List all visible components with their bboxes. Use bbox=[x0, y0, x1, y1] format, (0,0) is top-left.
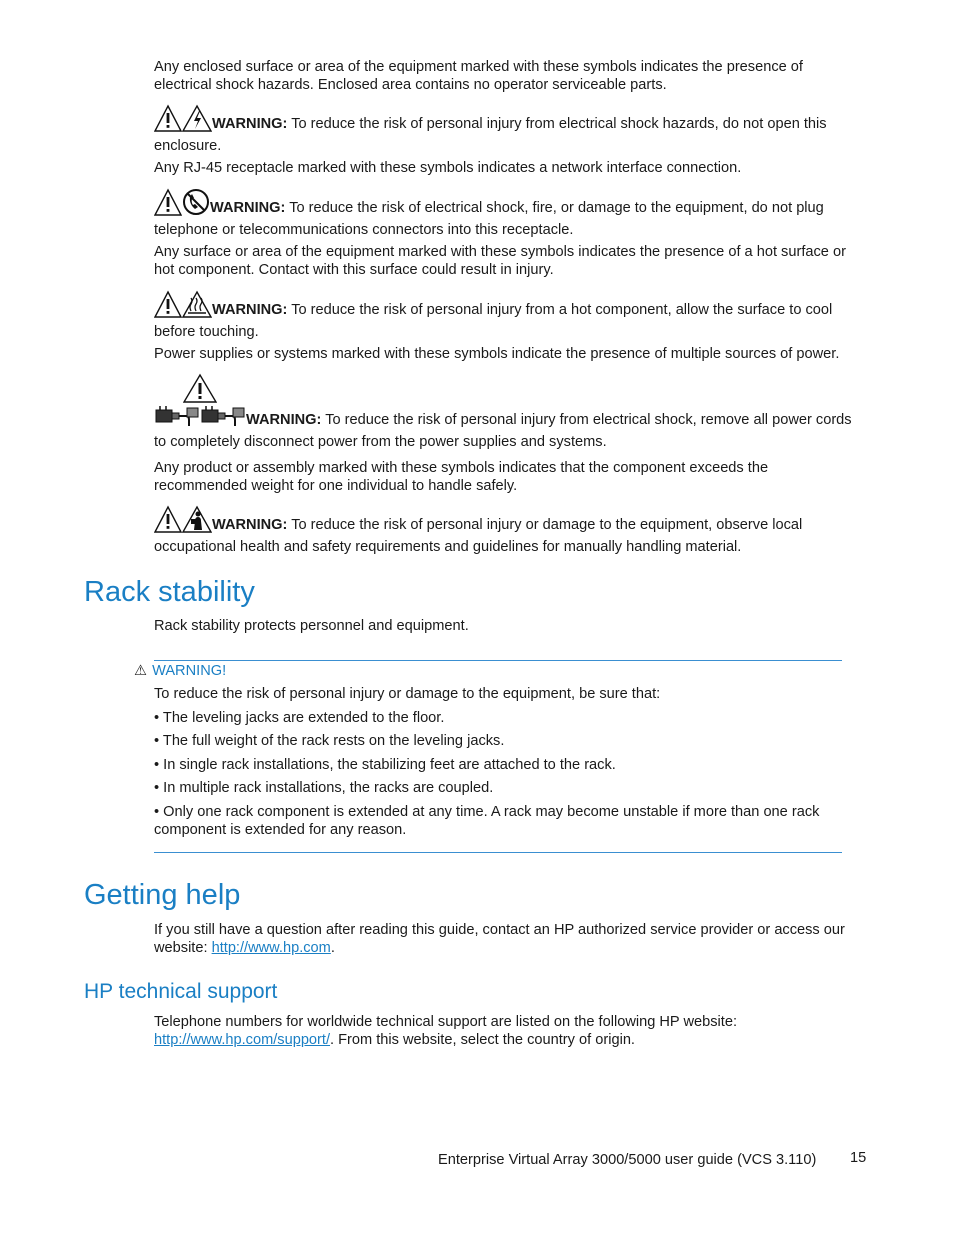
heavy-weight-paragraph: Any product or assembly marked with these symbols indicates that the component exceeds the recommended weight for one individual to handle safely. bbox=[154, 460, 769, 494]
list-item: • Only one rack component is extended at any time. A rack may become unstable if more than one rack component is extended for any reason. bbox=[154, 804, 820, 838]
list-item: • In multiple rack installations, the racks are coupled. bbox=[154, 780, 494, 796]
warning-triangle-icon bbox=[154, 290, 182, 324]
footer-title: Enterprise Virtual Array 3000/5000 user guide (VCS 3.110) bbox=[438, 1152, 817, 1168]
hp-technical-support-heading: HP technical support bbox=[84, 980, 278, 1003]
hp-website-link[interactable]: http://www.hp.com bbox=[211, 939, 331, 956]
shock-hazard-paragraph: Any enclosed surface or area of the equipment marked with these symbols indicates the presence of electrical shock hazards. Enclosed area contains no operator serviceable parts. bbox=[154, 59, 803, 93]
tech-support-paragraph bbox=[154, 1014, 859, 1049]
shock-warning bbox=[154, 104, 859, 155]
warning-label: WARNING: bbox=[246, 412, 322, 428]
warning-triangle-icon: ⚠ bbox=[134, 663, 148, 679]
rj45-warning bbox=[154, 188, 859, 239]
warning-label: WARNING: bbox=[212, 116, 288, 132]
rack-intro: Rack stability protects personnel and equipment. bbox=[154, 618, 469, 634]
multiple-power-paragraph: Power supplies or systems marked with these symbols indicate the presence of multiple sources of power. bbox=[154, 346, 840, 362]
heavy-weight-icon bbox=[182, 505, 212, 539]
warning-text: To reduce the risk of personal injury from electrical shock hazards, do not open this enclosure. bbox=[154, 116, 827, 154]
hot-surface-paragraph: Any surface or area of the equipment marked with these symbols indicates the presence of a hot surface or hot component. Contact with this surface could result in injury. bbox=[154, 244, 846, 278]
warning-text: To reduce the risk of personal injury or damage to the equipment, observe local occupational health and safety requirements and guidelines for manually handling material. bbox=[154, 517, 803, 555]
rack-warning-header bbox=[134, 663, 226, 681]
list-item: • The leveling jacks are extended to the floor. bbox=[154, 710, 445, 726]
power-plug-icon bbox=[154, 404, 200, 434]
warning-text: To reduce the risk of electrical shock, fire, or damage to the equipment, do not plug telephone or telecommunications connectors into this receptacle. bbox=[154, 200, 824, 238]
hot-surface-warning bbox=[154, 290, 859, 341]
getting-help-heading: Getting help bbox=[84, 879, 241, 911]
getting-help-paragraph bbox=[154, 922, 859, 957]
weight-warning bbox=[154, 505, 859, 556]
power-cord-warning bbox=[154, 404, 859, 451]
getting-help-text-end: . bbox=[330, 939, 335, 956]
warning-label: WARNING: bbox=[212, 517, 288, 533]
tech-support-text: Telephone numbers for worldwide technical support are listed on the following HP website: bbox=[154, 1014, 737, 1030]
warning-triangle-icon bbox=[154, 104, 182, 138]
rack-warning-title: WARNING! bbox=[152, 663, 227, 679]
lightning-bolt-icon bbox=[182, 104, 212, 138]
callout-bottom-rule bbox=[154, 852, 842, 853]
rj45-paragraph: Any RJ-45 receptacle marked with these symbols indicates a network interface connection. bbox=[154, 160, 742, 176]
no-phone-icon bbox=[182, 188, 210, 222]
warning-text: To reduce the risk of personal injury from electrical shock, remove all power cords to completely disconnect power from the power supplies and systems. bbox=[154, 412, 852, 450]
list-item: • In single rack installations, the stabilizing feet are attached to the rack. bbox=[154, 757, 616, 773]
rack-stability-heading: Rack stability bbox=[84, 576, 255, 608]
getting-help-text: If you still have a question after reading this guide, contact an HP authorized service provider or access our website: bbox=[154, 922, 845, 956]
warning-triangle-icon bbox=[154, 188, 182, 222]
warning-text: To reduce the risk of personal injury from a hot component, allow the surface to cool before touching. bbox=[154, 302, 833, 340]
warning-triangle-icon bbox=[154, 505, 182, 539]
warning-label: WARNING: bbox=[210, 200, 286, 216]
hp-support-link[interactable]: http://www.hp.com/support/ bbox=[154, 1031, 331, 1048]
page-number: 15 bbox=[850, 1150, 867, 1166]
list-item: • The full weight of the rack rests on the leveling jacks. bbox=[154, 733, 505, 749]
rack-warning-lead: To reduce the risk of personal injury or damage to the equipment, be sure that: bbox=[154, 686, 661, 702]
warning-label: WARNING: bbox=[212, 302, 288, 318]
hot-surface-icon bbox=[182, 290, 212, 324]
tech-support-text-end: . From this website, select the country of origin. bbox=[330, 1031, 635, 1048]
callout-top-rule bbox=[154, 660, 842, 661]
power-plug-icon bbox=[200, 404, 246, 434]
